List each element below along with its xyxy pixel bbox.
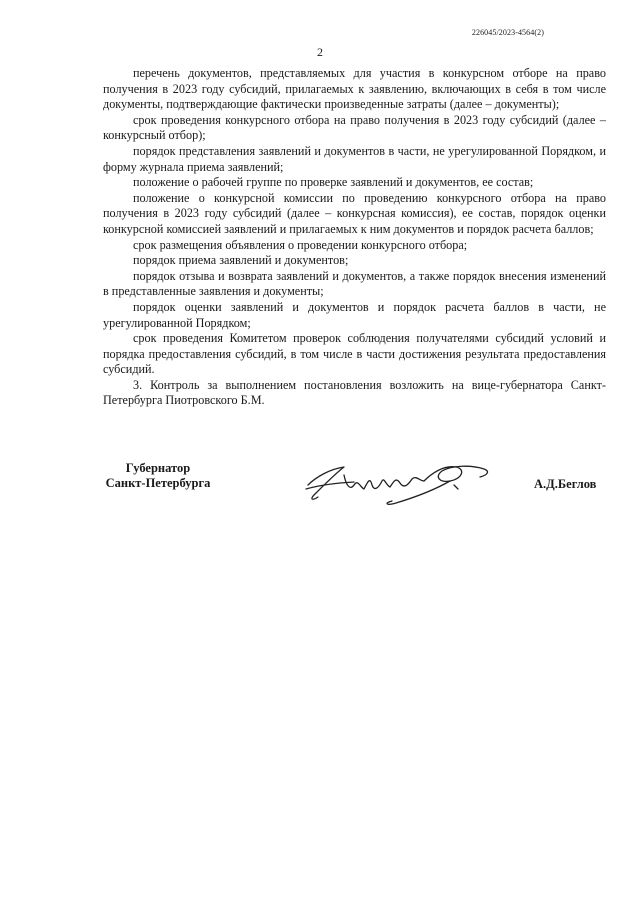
paragraph-inspection-period: срок проведения Комитетом проверок соблюдения получателями субсидий условий и порядка предоставления субсидий, в том числе в части достижения результата предоставления субсидий. [103, 331, 606, 377]
paragraph-announcement-period: срок размещения объявления о проведении конкурсного отбора; [133, 237, 468, 252]
paragraph-selection-period: срок проведения конкурсного отбора на право получения в 2023 году субсидий (далее – конкурсный отбор); [103, 112, 606, 143]
signatory-name: А.Д.Беглов [534, 477, 597, 491]
paragraph-acceptance-procedure: порядок приема заявлений и документов; [133, 253, 349, 268]
paragraph-competition-commission: положение о конкурсной комиссии по проведению конкурсного отбора на право получения в 2023 году субсидий (далее – конкурсная комиссия), ее состав, порядок оценки конкурсной комиссией заявлений и прилагаемых к ним документов и порядок расчета баллов; [103, 190, 606, 236]
signature-block [0, 455, 640, 515]
handwritten-signature-icon [300, 455, 500, 507]
paragraph-withdrawal-procedure: порядок отзыва и возврата заявлений и документов, а также порядок внесения изменений в представленные заявления и документы; [103, 268, 606, 299]
signatory-title-line2: Санкт-Петербурга [105, 476, 211, 490]
document-body [103, 66, 606, 409]
signatory-title-line1: Губернатор [125, 461, 191, 475]
paragraph-control-clause: 3. Контроль за выполнением постановления возложить на вице-губернатора Санкт-Петербурга Пиотровского Б.М. [103, 377, 606, 408]
signatory-title [102, 461, 214, 491]
doc-number: 226045/2023-4564(2) [471, 28, 544, 37]
paragraph-documents-list: перечень документов, представляемых для участия в конкурсном отборе на право получения в 2023 году субсидий, прилагаемых к заявлению, включающих в себя в том числе документы, подтверждающие фактически произведенные затраты (далее – документы); [103, 66, 606, 112]
page-number: 2 [317, 45, 323, 59]
paragraph-submission-procedure: порядок представления заявлений и документов в части, не урегулированной Порядком, и форму журнала приема заявлений; [103, 143, 606, 174]
paragraph-working-group: положение о рабочей группе по проверке заявлений и документов, ее состав; [133, 175, 534, 190]
paragraph-evaluation-procedure: порядок оценки заявлений и документов и порядок расчета баллов в части, не урегулированной Порядком; [103, 299, 606, 330]
